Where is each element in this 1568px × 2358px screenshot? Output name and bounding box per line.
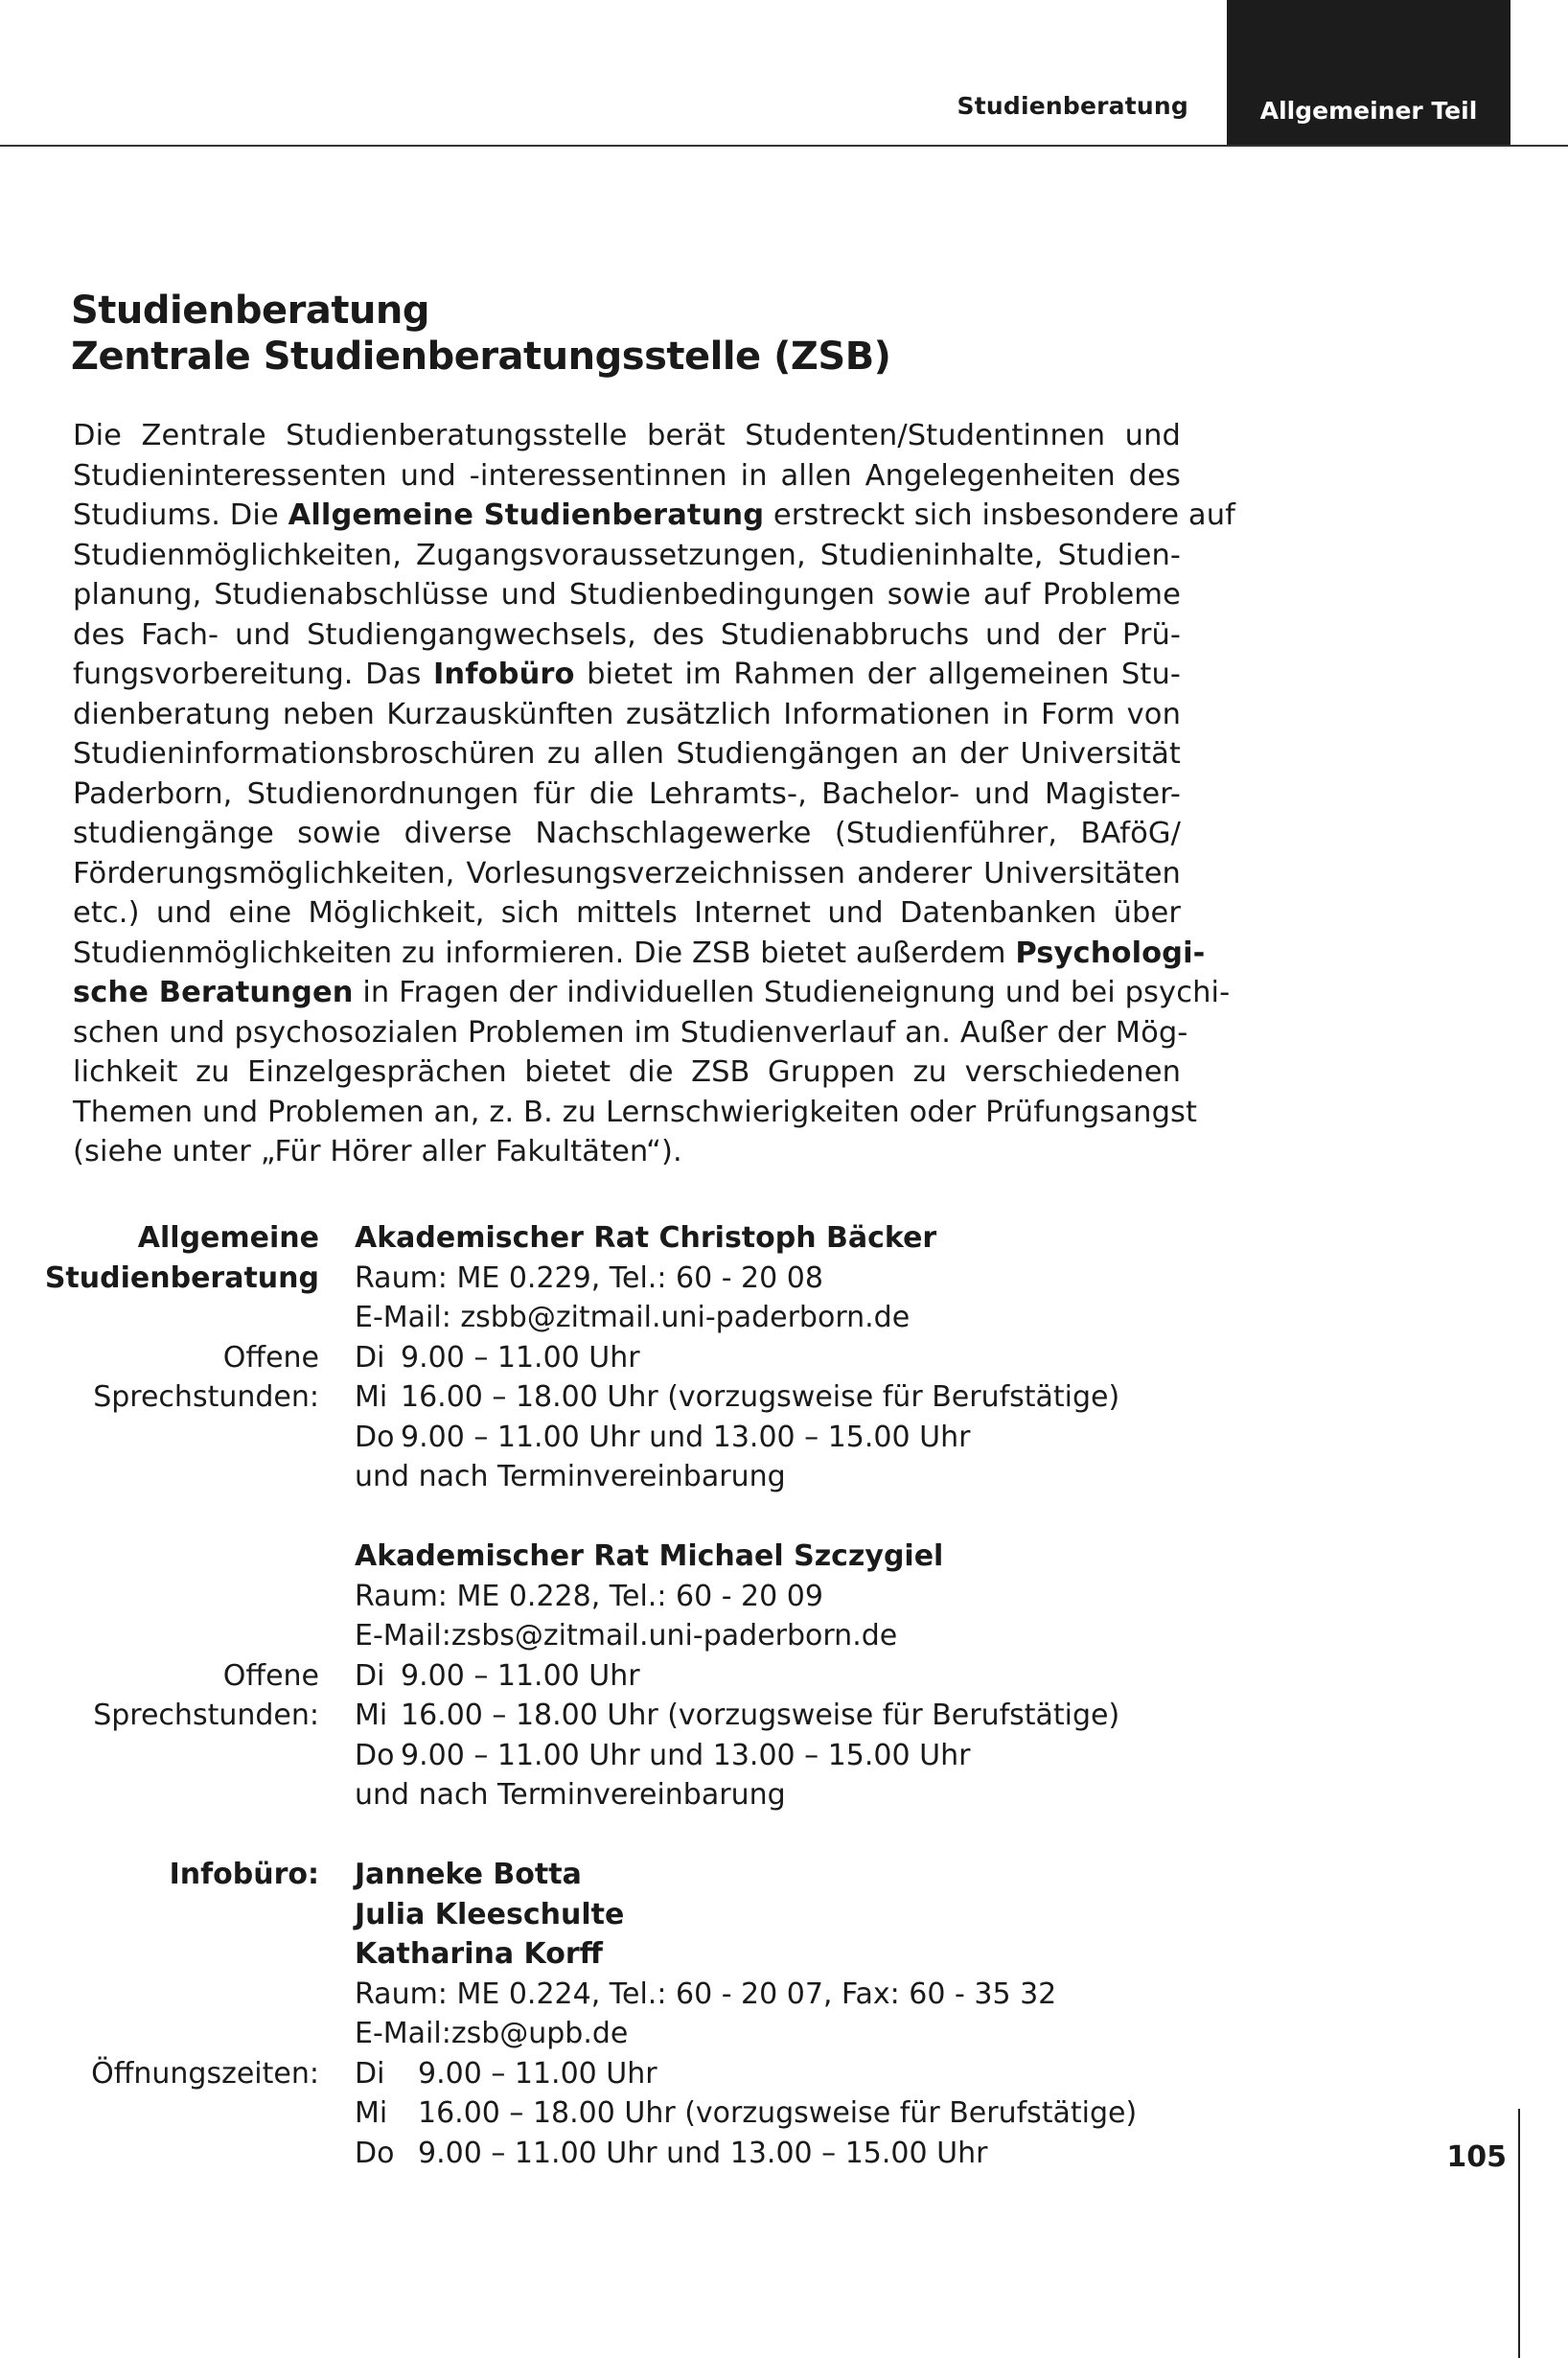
time-range: 16.00 – 18.00 Uhr (vorzugsweise für Berufstätige): [418, 2096, 1138, 2130]
hours-label: Offene: [222, 1340, 319, 1375]
intro-line: planung, Studienabschlüsse und Studienbedingungen sowie auf Probleme: [73, 578, 1181, 612]
empty-label: [0, 1775, 355, 1815]
hours-row: [0, 2054, 1246, 2094]
intro-line: Studieninformationsbroschüren zu allen Studiengängen an der Universität: [73, 737, 1181, 771]
intro-line: [73, 496, 1235, 536]
hours-row: [0, 1656, 1246, 1697]
weekday: Mi: [355, 1699, 388, 1732]
contact-row: [0, 1298, 1246, 1338]
intro-line: (siehe unter „Für Hörer aller Fakultäten“).: [73, 1135, 682, 1168]
weekday: Di: [355, 1658, 385, 1693]
page-edge-rule: [1518, 2109, 1520, 2358]
section-allgemeine-studienberatung: [0, 1218, 1246, 1497]
weekday: Do: [355, 2136, 395, 2170]
section-label: Studienberatung: [44, 1260, 319, 1295]
section-tab-label: Allgemeiner Teil: [1259, 97, 1478, 125]
contact-row: [0, 1577, 1246, 1617]
hours-row: [0, 1418, 1246, 1458]
empty-label: [0, 1457, 355, 1497]
section-label: Allgemeine: [137, 1221, 319, 1255]
empty-label: [0, 1418, 355, 1458]
empty-label: [0, 1298, 355, 1338]
contact-row: [0, 1895, 1246, 1935]
time-range: 9.00 – 11.00 Uhr und 13.00 – 15.00 Uhr: [418, 2136, 988, 2170]
room-phone: Raum: ME 0.229, Tel.: 60 - 20 08: [355, 1260, 823, 1295]
weekday: Do: [355, 1420, 395, 1454]
hours-row: [0, 1338, 1246, 1378]
email-address[interactable]: E-Mail: zsbb@zitmail.uni-paderborn.de: [355, 1301, 911, 1334]
intro-line: Die Zentrale Studienberatungsstelle berät Studenten/Studentinnen und: [73, 419, 1181, 452]
empty-label: [0, 2093, 355, 2134]
hours-label: Offene: [222, 1658, 319, 1693]
contact-row: [0, 1259, 1246, 1299]
time-range: 16.00 – 18.00 Uhr (vorzugsweise für Berufstätige): [401, 1699, 1120, 1732]
hours-entry: [355, 1696, 1119, 1736]
hours-entry: [355, 1338, 640, 1378]
contact-name: Akademischer Rat Michael Szczygiel: [355, 1539, 944, 1573]
running-header-section: Studienberatung: [957, 92, 1188, 120]
intro-line: Paderborn, Studienordnungen für die Lehramts-, Bachelor- und Magister-: [73, 776, 1181, 811]
email-address[interactable]: E-Mail:zsbs@zitmail.uni-paderborn.de: [355, 1619, 898, 1653]
title-line-1: Studienberatung: [71, 289, 430, 333]
hours-entry: [355, 2093, 1137, 2134]
time-range: 9.00 – 11.00 Uhr und 13.00 – 15.00 Uhr: [401, 1420, 971, 1454]
page-number: 105: [1446, 2140, 1507, 2174]
intro-text: erstreckt sich insbesondere auf: [764, 498, 1235, 532]
hours-row: [0, 1457, 1246, 1497]
empty-label: [0, 1577, 355, 1617]
intro-line: dienberatung neben Kurzauskünften zusätzlich Informationen in Form von: [73, 697, 1181, 731]
intro-bold-term: sche Beratungen: [73, 976, 354, 1009]
contact-row: [0, 1537, 1246, 1577]
weekday: Mi: [355, 1380, 388, 1414]
intro-line: [73, 655, 1181, 695]
intro-line: Förderungsmöglichkeiten, Vorlesungsverzeichnissen anderer Universitäten: [73, 856, 1181, 890]
contact-row: [0, 1855, 1246, 1895]
intro-line: etc.) und eine Möglichkeit, sich mittels Internet und Datenbanken über: [73, 896, 1181, 930]
intro-line: [73, 934, 1206, 974]
empty-label: [0, 1895, 355, 1935]
intro-line: Studieninteressenten und -interessentinnen in allen Angelegenheiten des: [73, 458, 1181, 493]
contact-row: [0, 1975, 1246, 2015]
hours-entry: [355, 1656, 640, 1697]
hours-row: [0, 2093, 1246, 2134]
intro-text: bietet im Rahmen der allgemeinen Stu-: [574, 658, 1181, 691]
hours-label: Öffnungszeiten:: [91, 2056, 319, 2091]
appointment-note: und nach Terminvereinbarung: [355, 1778, 786, 1812]
hours-row: [0, 2134, 1246, 2174]
contact-row: [0, 2014, 1246, 2054]
intro-text: Studienmöglichkeiten zu informieren. Die ZSB bietet außerdem: [73, 936, 1016, 970]
email-address[interactable]: E-Mail:zsb@upb.de: [355, 2017, 629, 2050]
hours-label: Sprechstunden:: [93, 1380, 319, 1414]
hours-label: Sprechstunden:: [93, 1699, 319, 1732]
section-tab: [1227, 0, 1510, 146]
empty-label: [0, 1616, 355, 1656]
empty-label: [0, 1736, 355, 1776]
contact-name: Janneke Botta: [355, 1858, 582, 1891]
contact-name: Julia Kleeschulte: [355, 1897, 625, 1931]
intro-line: Studienmöglichkeiten, Zugangsvoraussetzungen, Studieninhalte, Studien-: [73, 538, 1181, 572]
intro-line: Themen und Problemen an, z. B. zu Lernschwierigkeiten oder Prüfungsangst: [73, 1095, 1198, 1129]
time-range: 9.00 – 11.00 Uhr und 13.00 – 15.00 Uhr: [401, 1738, 971, 1772]
intro-line: lichkeit zu Einzelgesprächen bietet die ZSB Gruppen zu verschiedenen: [73, 1055, 1181, 1089]
empty-label: [0, 2134, 355, 2174]
hours-entry: [355, 1736, 970, 1776]
weekday: Mi: [355, 2096, 388, 2130]
empty-label: [0, 1537, 355, 1577]
hours-row: [0, 1775, 1246, 1815]
hours-row: [0, 1736, 1246, 1776]
intro-text: Studiums. Die: [73, 498, 288, 532]
hours-entry: [355, 1418, 970, 1458]
weekday: Di: [355, 1340, 385, 1375]
intro-paragraph: [73, 416, 1235, 1172]
hours-entry: [355, 2134, 987, 2174]
time-range: 16.00 – 18.00 Uhr (vorzugsweise für Berufstätige): [401, 1380, 1120, 1414]
intro-bold-term: Psychologi-: [1015, 936, 1206, 970]
contact-name: Katharina Korff: [355, 1937, 603, 1971]
header-rule: [0, 145, 1568, 147]
intro-line: schen und psychosozialen Problemen im Studienverlauf an. Außer der Mög-: [73, 1015, 1188, 1050]
section-infobuero: [0, 1855, 1246, 2173]
time-range: 9.00 – 11.00 Uhr: [401, 1658, 640, 1693]
title-line-2: Zentrale Studienberatungsstelle (ZSB): [71, 335, 891, 379]
contact-name: Akademischer Rat Christoph Bäcker: [355, 1221, 937, 1255]
hours-entry: [355, 1377, 1119, 1418]
intro-line: studiengänge sowie diverse Nachschlagewerke (Studienführer, BAföG/: [73, 817, 1181, 850]
time-range: 9.00 – 11.00 Uhr: [401, 1340, 640, 1375]
intro-line: des Fach- und Studiengangwechsels, des Studienabbruchs und der Prü-: [73, 617, 1181, 652]
section-label: Infobüro:: [169, 1858, 319, 1891]
room-phone-fax: Raum: ME 0.224, Tel.: 60 - 20 07, Fax: 60 - 35 32: [355, 1977, 1057, 2011]
contact-row: [0, 1616, 1246, 1656]
intro-text: fungsvorbereitung. Das: [73, 658, 433, 691]
intro-line: [73, 973, 1231, 1013]
appointment-note: und nach Terminvereinbarung: [355, 1460, 786, 1493]
weekday: Do: [355, 1738, 395, 1772]
contact-row: [0, 1934, 1246, 1975]
intro-bold-term: Infobüro: [432, 658, 575, 691]
empty-label: [0, 1934, 355, 1975]
room-phone: Raum: ME 0.228, Tel.: 60 - 20 09: [355, 1579, 823, 1613]
contact-row: [0, 1218, 1246, 1259]
hours-row: [0, 1696, 1246, 1736]
intro-text: in Fragen der individuellen Studieneignung und bei psychi-: [353, 976, 1231, 1009]
empty-label: [0, 1975, 355, 2015]
hours-row: [0, 1377, 1246, 1418]
time-range: 9.00 – 11.00 Uhr: [418, 2056, 657, 2091]
weekday: Di: [355, 2056, 385, 2091]
hours-entry: [355, 2054, 657, 2094]
empty-label: [0, 2014, 355, 2054]
page-title: [71, 288, 890, 380]
section-second-advisor: [0, 1537, 1246, 1815]
intro-bold-term: Allgemeine Studienberatung: [288, 498, 765, 532]
